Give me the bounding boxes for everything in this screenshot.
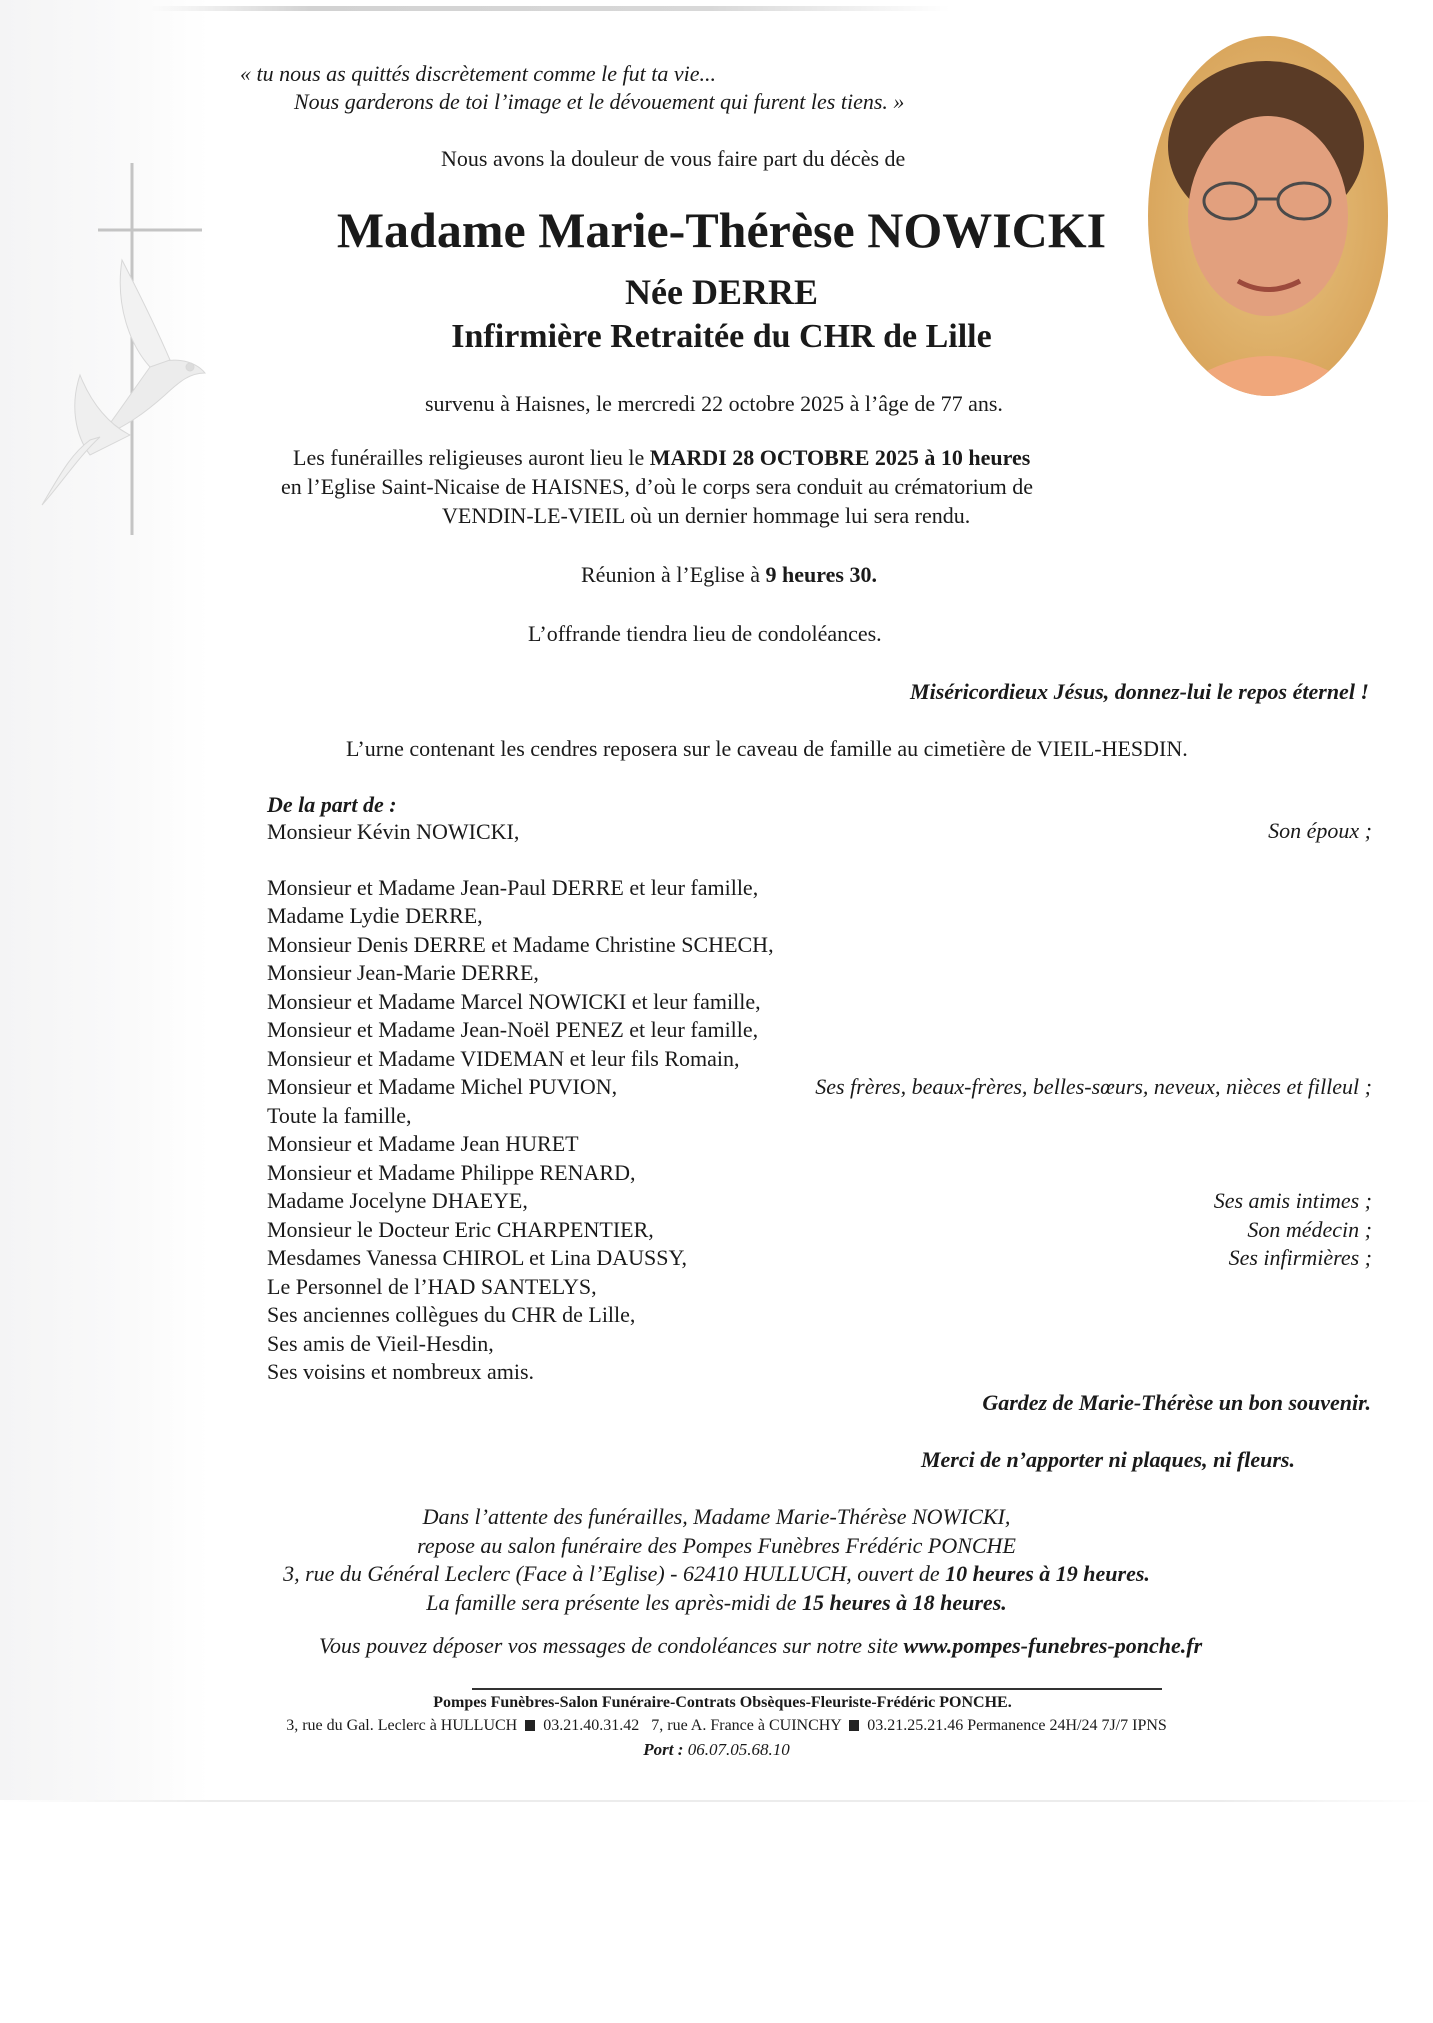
mourner-item: Monsieur et Madame Jean-Noël PENEZ et leur famille, (267, 1017, 759, 1042)
from-label: De la part de : (267, 792, 397, 817)
footer-company: Pompes Funèbres-Salon Funéraire-Contrats Obsèques-Fleuriste-Frédéric PONCHE. (433, 1694, 1012, 1711)
profession: Infirmière Retraitée du CHR de Lille (451, 318, 992, 355)
address-cuinchy: 7, rue A. France à CUINCHY (651, 1717, 842, 1734)
maiden-name: Née DERRE (625, 272, 818, 312)
offering-line: L’offrande tiendra lieu de condoléances. (528, 621, 882, 646)
meeting-prefix: Réunion à l’Eglise à (581, 562, 766, 587)
remember-line: Gardez de Marie-Thérèse un bon souvenir. (982, 1390, 1371, 1415)
condolences-prefix: Vous pouvez déposer vos messages de condoléances sur notre site (319, 1633, 904, 1658)
nurses-relation: Ses infirmières ; (1228, 1245, 1372, 1270)
phone-hulluch: 03.21.40.31.42 (543, 1717, 640, 1734)
phone-cuinchy: 03.21.25.21.46 Permanence 24H/24 7J/7 IPNS (867, 1717, 1167, 1734)
condolences-site[interactable]: www.pompes-funebres-ponche.fr (903, 1633, 1203, 1658)
funeral-prefix: Les funérailles religieuses auront lieu le (293, 445, 650, 470)
no-flowers-line: Merci de n’apporter ni plaques, ni fleurs. (920, 1447, 1295, 1472)
mourner-item: Monsieur Denis DERRE et Madame Christine SCHECH, (267, 932, 774, 957)
mourner-item: Madame Jocelyne DHAEYE, (267, 1188, 528, 1213)
mourner-item: Monsieur et Madame Jean-Paul DERRE et leur famille, (267, 875, 759, 900)
mourner-item: Monsieur Jean-Marie DERRE, (267, 960, 539, 985)
mourner-item: Monsieur et Madame Jean HURET (267, 1131, 579, 1156)
doctor-relation: Son médecin ; (1247, 1217, 1372, 1242)
mourner-item: Monsieur et Madame Marcel NOWICKI et leur famille, (267, 989, 761, 1014)
rest-line-3 (0, 1559, 1433, 1588)
quote-line-1: « tu nous as quittés discrètement comme le fut ta vie... (240, 61, 716, 86)
meeting-line (581, 560, 877, 589)
mourner-item: Monsieur et Madame VIDEMAN et leur fils Romain, (267, 1046, 740, 1071)
mobile-number: 06.07.05.68.10 (687, 1740, 790, 1759)
mourner-item: Ses voisins et nombreux amis. (267, 1359, 535, 1384)
footer-mobile (0, 1739, 1433, 1760)
funeral-line-3: VENDIN-LE-VIEIL où un dernier hommage lui sera rendu. (442, 503, 971, 528)
address-hulluch: 3, rue du Gal. Leclerc à HULLUCH (286, 1717, 518, 1734)
top-rule (150, 6, 950, 11)
mourner-item: Ses anciennes collègues du CHR de Lille, (267, 1302, 636, 1327)
family-presence: La famille sera présente les après-midi de (426, 1590, 803, 1615)
bottom-rule (0, 1800, 1433, 1802)
deceased-name: Madame Marie-Thérèse NOWICKI (336, 202, 1107, 258)
death-notice: survenu à Haisnes, le mercredi 22 octobre 2025 à l’âge de 77 ans. (425, 391, 1003, 416)
phone-icon (525, 1720, 535, 1731)
mourner-item: Toute la famille, (267, 1103, 412, 1128)
funeral-date-time: MARDI 28 OCTOBRE 2025 à 10 heures (649, 445, 1031, 470)
siblings-relation: Ses frères, beaux-frères, belles-sœurs, neveux, nièces et filleul ; (815, 1074, 1372, 1099)
quote-line-2: Nous garderons de toi l’image et le dévouement qui furent les tiens. » (294, 89, 905, 114)
mobile-label: Port : (643, 1740, 684, 1759)
spouse-relation: Son époux ; (1268, 818, 1372, 843)
meeting-time: 9 heures 30. (765, 562, 877, 587)
mourner-item: Monsieur et Madame Philippe RENARD, (267, 1160, 636, 1185)
rest-line-4 (0, 1588, 1433, 1617)
friends-relation: Ses amis intimes ; (1213, 1188, 1372, 1213)
urn-line: L’urne contenant les cendres reposera sur le caveau de famille au cimetière de VIEIL-HESDIN. (346, 736, 1188, 761)
rest-opening-hours: 10 heures à 19 heures. (945, 1561, 1150, 1586)
family-hours: 15 heures à 18 heures. (802, 1590, 1007, 1615)
mourner-item: Monsieur et Madame Michel PUVION, (267, 1074, 618, 1099)
mourner-item: Mesdames Vanessa CHIROL et Lina DAUSSY, (267, 1245, 688, 1270)
mourner-item: Le Personnel de l’HAD SANTELYS, (267, 1274, 597, 1299)
rest-address: 3, rue du Général Leclerc (Face à l’Eglise) - 62410 HULLUCH, ouvert de (283, 1561, 946, 1586)
funeral-line-1 (293, 443, 1030, 472)
mourner-item: Monsieur le Docteur Eric CHARPENTIER, (267, 1217, 654, 1242)
rest-line-2: repose au salon funéraire des Pompes Funèbres Frédéric PONCHE (417, 1533, 1016, 1558)
intro-line: Nous avons la douleur de vous faire part du décès de (441, 146, 906, 171)
phone-icon (849, 1720, 859, 1731)
condolences-line (319, 1631, 1202, 1660)
mourner-item: Ses amis de Vieil-Hesdin, (267, 1331, 494, 1356)
rest-line-1: Dans l’attente des funérailles, Madame Marie-Thérèse NOWICKI, (422, 1504, 1011, 1529)
footer-rule (472, 1688, 1162, 1690)
spouse-name: Monsieur Kévin NOWICKI, (267, 819, 520, 844)
footer-contacts (0, 1716, 1433, 1736)
funeral-line-2: en l’Eglise Saint-Nicaise de HAISNES, d’où le corps sera conduit au crématorium de (281, 474, 1034, 499)
mourner-item: Madame Lydie DERRE, (267, 903, 483, 928)
prayer-line: Miséricordieux Jésus, donnez-lui le repos éternel ! (910, 679, 1369, 704)
